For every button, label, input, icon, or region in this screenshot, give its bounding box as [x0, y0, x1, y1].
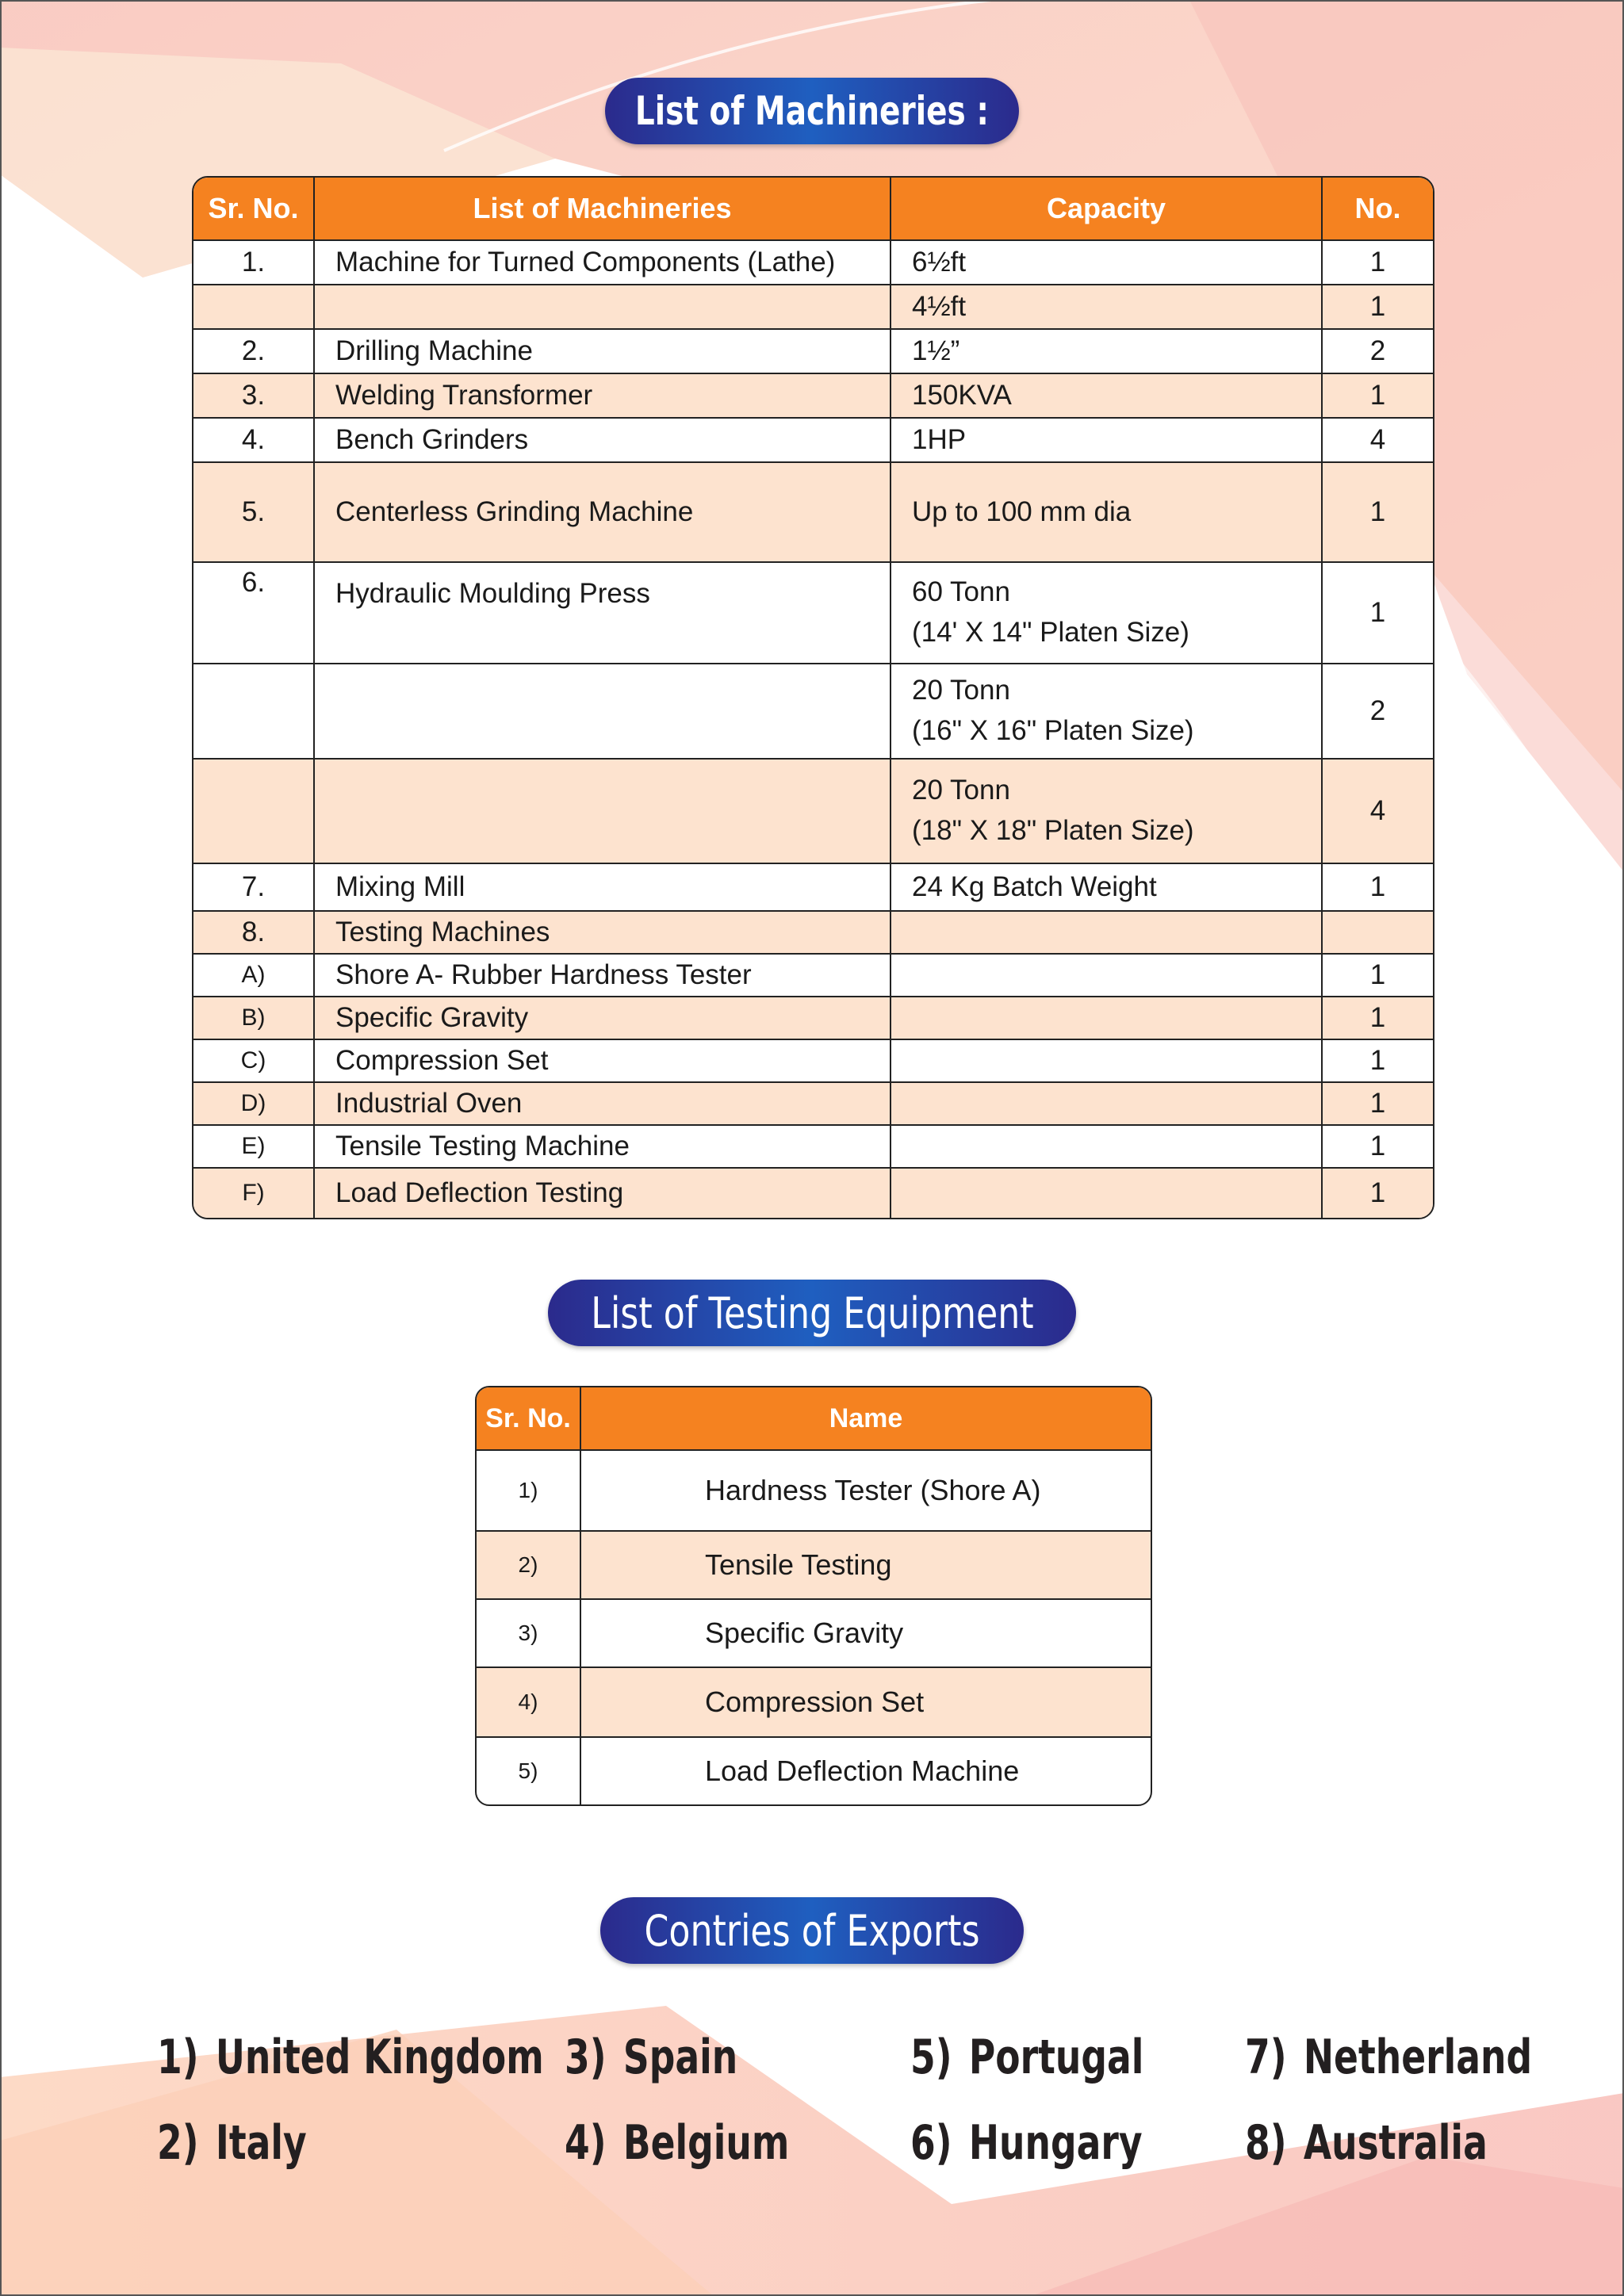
header-name: List of Machineries: [315, 178, 891, 241]
row-machine-name: Specific Gravity: [315, 997, 891, 1040]
equipment-sr-no: 1): [477, 1451, 581, 1532]
row-quantity: 1: [1323, 463, 1433, 563]
row-machine-name: Load Deflection Testing: [315, 1169, 891, 1218]
header-name: Name: [581, 1387, 1151, 1451]
row-capacity: [891, 1083, 1323, 1126]
row-quantity: 1: [1323, 241, 1433, 285]
row-machine-name: Shore A- Rubber Hardness Tester: [315, 955, 891, 997]
header-sr: Sr. No.: [477, 1387, 581, 1451]
country-name: Italy: [215, 2115, 307, 2171]
row-capacity: [891, 1040, 1323, 1083]
equipment-name: Compression Set: [581, 1668, 1151, 1738]
country-number: 4): [565, 2115, 607, 2171]
row-capacity: [891, 1169, 1323, 1218]
row-sr-no: 5.: [193, 463, 315, 563]
row-capacity: 24 Kg Batch Weight: [891, 864, 1323, 912]
export-country: [1245, 2115, 1488, 2171]
country-name: Hungary: [968, 2115, 1143, 2171]
row-capacity: 1HP: [891, 419, 1323, 463]
row-sr-no: 2.: [193, 330, 315, 374]
capacity-line-2: (16" X 16" Platen Size): [912, 715, 1194, 746]
country-number: 5): [910, 2030, 952, 2085]
country-name: Portugal: [968, 2030, 1144, 2085]
row-sr-no: A): [193, 955, 315, 997]
row-sr-no: B): [193, 997, 315, 1040]
row-sr-no: F): [193, 1169, 315, 1218]
row-capacity: 150KVA: [891, 374, 1323, 419]
capacity-line-1: 60 Tonn: [912, 576, 1010, 608]
export-country: [565, 2030, 737, 2085]
row-machine-name: Bench Grinders: [315, 419, 891, 463]
row-quantity: [1323, 912, 1433, 955]
row-quantity: 4: [1323, 419, 1433, 463]
row-sr-no: [193, 664, 315, 760]
row-quantity: 2: [1323, 330, 1433, 374]
country-number: 2): [157, 2115, 199, 2171]
country-name: Netherland: [1303, 2030, 1533, 2085]
row-machine-name: Industrial Oven: [315, 1083, 891, 1126]
machineries-title-banner: [605, 78, 1019, 144]
row-capacity: 4½ft: [891, 285, 1323, 330]
header-no: No.: [1323, 178, 1433, 241]
row-quantity: 1: [1323, 563, 1433, 664]
row-sr-no: 1.: [193, 241, 315, 285]
country-name: United Kingdom: [215, 2030, 544, 2085]
header-sr: Sr. No.: [193, 178, 315, 241]
testing-title-banner: [548, 1280, 1076, 1346]
row-quantity: 1: [1323, 285, 1433, 330]
equipment-sr-no: 4): [477, 1668, 581, 1738]
row-capacity: [891, 955, 1323, 997]
row-quantity: 1: [1323, 1169, 1433, 1218]
row-capacity: 1½”: [891, 330, 1323, 374]
row-quantity: 1: [1323, 1040, 1433, 1083]
row-machine-name: Drilling Machine: [315, 330, 891, 374]
row-capacity: Up to 100 mm dia: [891, 463, 1323, 563]
row-machine-name: Hydraulic Moulding Press: [315, 563, 891, 664]
country-number: 1): [157, 2030, 199, 2085]
row-quantity: 1: [1323, 955, 1433, 997]
row-quantity: 4: [1323, 760, 1433, 864]
country-number: 6): [910, 2115, 952, 2171]
row-machine-name: Mixing Mill: [315, 864, 891, 912]
machineries-title: List of Machineries :: [634, 88, 990, 134]
country-name: Australia: [1303, 2115, 1488, 2171]
equipment-name: Hardness Tester (Shore A): [581, 1451, 1151, 1532]
equipment-name: Tensile Testing: [581, 1532, 1151, 1600]
row-sr-no: E): [193, 1126, 315, 1169]
capacity-line-1: 20 Tonn: [912, 675, 1010, 706]
row-sr-no: [193, 285, 315, 330]
row-machine-name: [315, 285, 891, 330]
row-sr-no: C): [193, 1040, 315, 1083]
country-name: Spain: [622, 2030, 738, 2085]
row-quantity: 1: [1323, 1083, 1433, 1126]
row-sr-no: D): [193, 1083, 315, 1126]
row-capacity: [891, 760, 1323, 864]
header-capacity: Capacity: [891, 178, 1323, 241]
row-sr-no: 7.: [193, 864, 315, 912]
row-machine-name: Welding Transformer: [315, 374, 891, 419]
equipment-sr-no: 3): [477, 1600, 581, 1668]
row-capacity: [891, 664, 1323, 760]
row-capacity: [891, 997, 1323, 1040]
row-machine-name: Compression Set: [315, 1040, 891, 1083]
row-capacity: [891, 563, 1323, 664]
row-sr-no: 3.: [193, 374, 315, 419]
equipment-sr-no: 2): [477, 1532, 581, 1600]
testing-equipment-table: [475, 1386, 1152, 1806]
country-number: 8): [1245, 2115, 1287, 2171]
export-country: [157, 2030, 544, 2085]
export-country: [910, 2030, 1143, 2085]
capacity-line-2: (14' X 14" Platen Size): [912, 617, 1189, 648]
equipment-name: Load Deflection Machine: [705, 1755, 1020, 1787]
row-machine-name: Testing Machines: [315, 912, 891, 955]
export-country: [910, 2115, 1143, 2171]
testing-title: List of Testing Equipment: [590, 1288, 1034, 1338]
country-number: 7): [1245, 2030, 1287, 2085]
row-machine-name: Machine for Turned Components (Lathe): [315, 241, 891, 285]
row-quantity: 1: [1323, 374, 1433, 419]
row-capacity: [891, 1126, 1323, 1169]
row-sr-no: 6.: [193, 563, 315, 664]
row-quantity: 1: [1323, 864, 1433, 912]
exports-title-banner: [600, 1897, 1024, 1964]
row-capacity: 6½ft: [891, 241, 1323, 285]
country-number: 3): [565, 2030, 607, 2085]
row-machine-name: Centerless Grinding Machine: [315, 463, 891, 563]
row-sr-no: 8.: [193, 912, 315, 955]
capacity-line-2: (18" X 18" Platen Size): [912, 815, 1194, 846]
machineries-table: [192, 176, 1434, 1219]
row-quantity: 2: [1323, 664, 1433, 760]
row-quantity: 1: [1323, 997, 1433, 1040]
export-country: [1245, 2030, 1532, 2085]
row-machine-name: [315, 760, 891, 864]
exports-title: Contries of Exports: [644, 1905, 980, 1956]
capacity-line-1: 20 Tonn: [912, 775, 1010, 806]
row-sr-no: [193, 760, 315, 864]
export-country: [157, 2115, 307, 2171]
equipment-sr-no: 5): [477, 1738, 581, 1804]
row-capacity: [891, 912, 1323, 955]
country-name: Belgium: [622, 2115, 790, 2171]
row-machine-name: [315, 664, 891, 760]
export-country: [565, 2115, 789, 2171]
row-sr-no: 4.: [193, 419, 315, 463]
equipment-name: Specific Gravity: [581, 1600, 1151, 1668]
row-quantity: 1: [1323, 1126, 1433, 1169]
row-machine-name: Tensile Testing Machine: [315, 1126, 891, 1169]
